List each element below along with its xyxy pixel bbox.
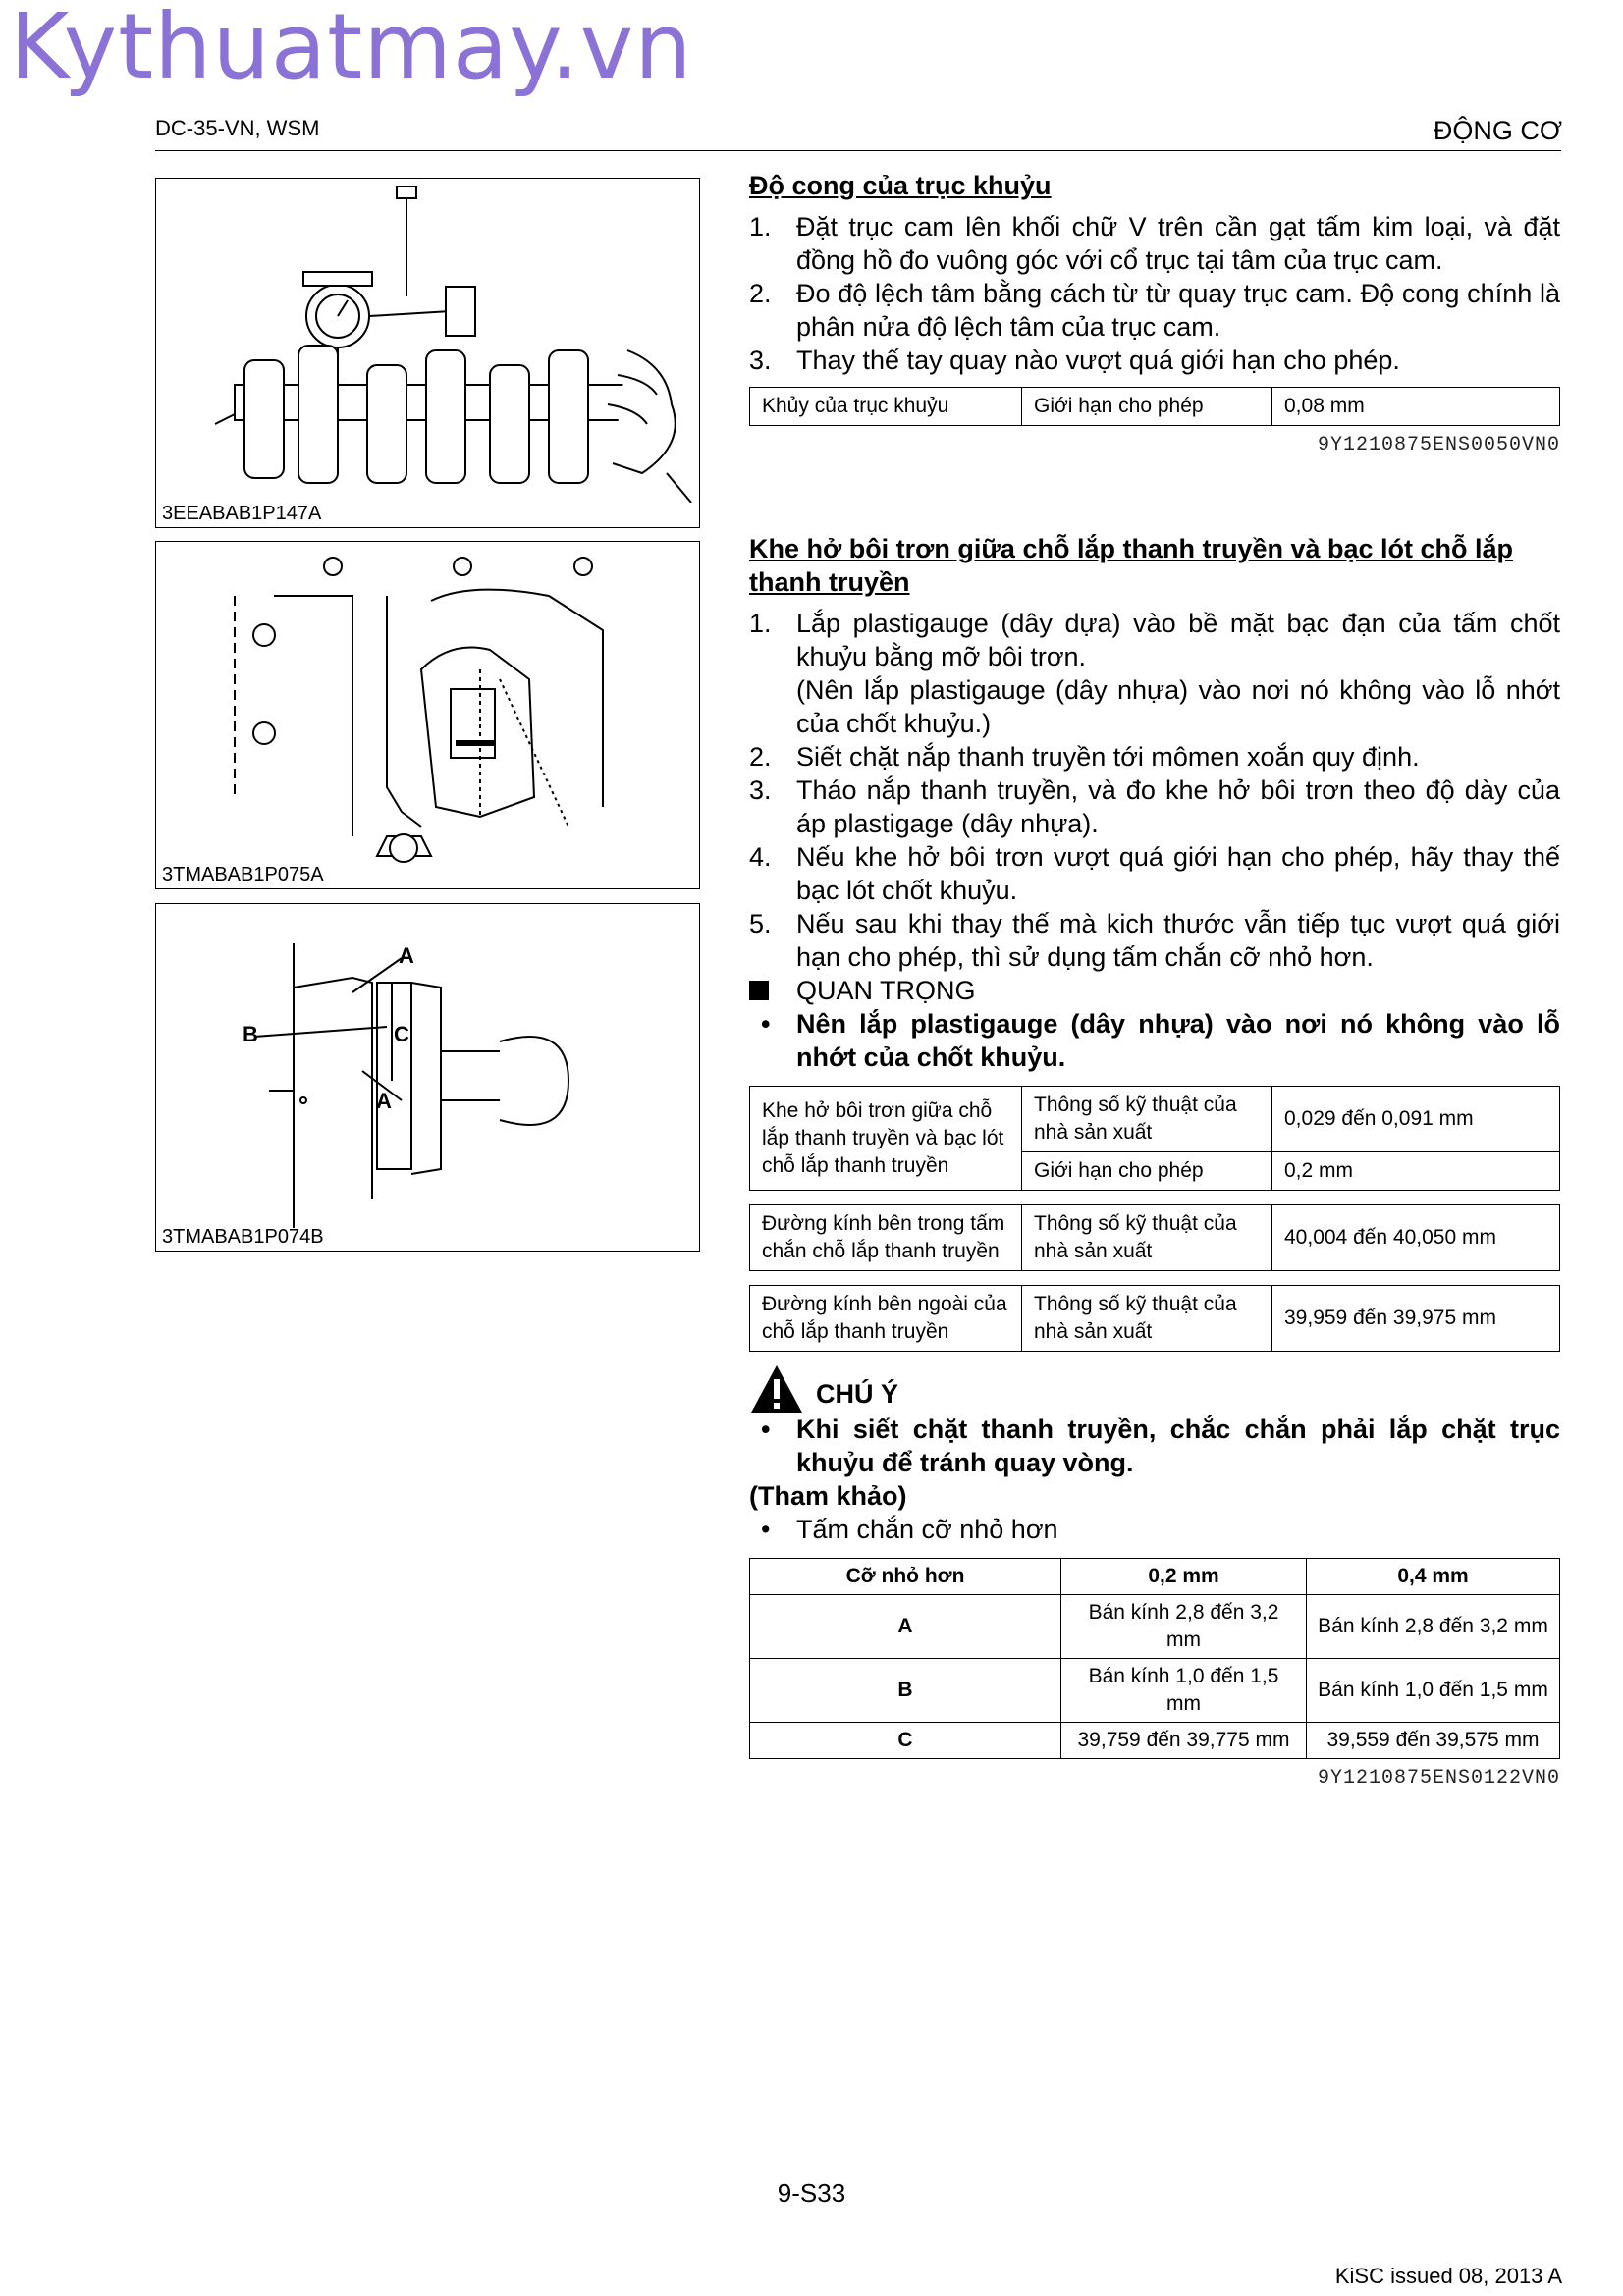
table-row <box>750 1659 1560 1723</box>
spec-table-clearance <box>749 1086 1560 1191</box>
step-item: 5. Nếu sau khi thay thế mà kich thước vẫn tiếp tục vượt quá giới hạn cho phép, thì sử dụng tấm chắn cỡ nhỏ hơn. <box>749 909 1560 972</box>
step-item: 4. Nếu khe hở bôi trơn vượt quá giới hạn cho phép, hãy thay thế bạc lót chốt khuỷu. <box>749 842 1560 905</box>
header-rule <box>155 150 1561 151</box>
caution-heading: CHÚ Ý <box>749 1363 1560 1413</box>
spec-type: Giới hạn cho phép <box>1022 1152 1272 1191</box>
table-cell: Bán kính 1,0 đến 1,5 mm <box>1061 1659 1307 1723</box>
reference-item: • Tấm chắn cỡ nhỏ hơn <box>761 1515 1058 1544</box>
page-number: 9-S33 <box>777 2178 846 2208</box>
section-title: Độ cong của trục khuỷu <box>749 171 1052 200</box>
section-title: Khe hở bôi trơn giữa chỗ lắp thanh truyền và bạc lót chỗ lắp thanh truyền <box>749 534 1514 597</box>
spec-table-inner-diameter <box>749 1204 1560 1271</box>
step-item: 3. Thay thế tay quay nào vượt quá giới hạn cho phép. <box>749 346 1400 375</box>
steps-list <box>749 607 1560 974</box>
spec-type: Thông số kỹ thuật của nhà sản xuất <box>1022 1087 1272 1152</box>
figure-caption: 3EEABAB1P147A <box>162 503 322 524</box>
table-cell: C <box>750 1723 1061 1759</box>
table-cell: 39,559 đến 39,575 mm <box>1307 1723 1560 1759</box>
step-item: 2. Siết chặt nắp thanh truyền tới mômen xoắn quy định. <box>749 742 1420 772</box>
table-cell: Bán kính 2,8 đến 3,2 mm <box>1061 1595 1307 1659</box>
spec-table-outer-diameter <box>749 1285 1560 1352</box>
spec-item: Khe hở bôi trơn giữa chỗ lắp thanh truyền và bạc lót chỗ lắp thanh truyền <box>750 1087 1022 1191</box>
figure-undersize-bearing <box>155 903 700 1252</box>
warning-triangle-icon <box>749 1363 804 1415</box>
table-cell: 39,759 đến 39,775 mm <box>1061 1723 1307 1759</box>
bullet-icon: • <box>761 1515 771 1544</box>
spec-type: Thông số kỹ thuật của nhà sản xuất <box>1022 1205 1272 1271</box>
spec-value: 40,004 đến 40,050 mm <box>1272 1205 1560 1271</box>
section-crankshaft-bend <box>749 169 1560 456</box>
table-cell: A <box>750 1595 1061 1659</box>
important-note: • Nên lắp plastigauge (dây nhựa) vào nơi nó không vào lỗ nhớt của chốt khuỷu. <box>761 1009 1560 1072</box>
table-header: Cỡ nhỏ hơn <box>750 1559 1061 1595</box>
label-b: B <box>243 1022 258 1046</box>
spec-item: Đường kính bên trong tấm chắn chỗ lắp thanh truyền <box>750 1205 1022 1271</box>
spec-value: 39,959 đến 39,975 mm <box>1272 1286 1560 1352</box>
label-a-top: A <box>399 943 414 968</box>
square-bullet-icon <box>749 981 769 1000</box>
figure-crankshaft-bend <box>155 178 700 528</box>
section-oil-clearance <box>749 532 1560 1789</box>
issue-info: KiSC issued 08, 2013 A <box>1334 2264 1562 2288</box>
spec-type: Thông số kỹ thuật của nhà sản xuất <box>1022 1286 1272 1352</box>
spec-value: 0,029 đến 0,091 mm <box>1272 1087 1560 1152</box>
header-section: ĐỘNG CƠ <box>1433 116 1562 145</box>
undersize-table <box>749 1558 1560 1759</box>
label-a-bottom: A <box>376 1089 392 1113</box>
spec-table-bend <box>749 387 1560 426</box>
figure-caption: 3TMABAB1P075A <box>162 864 324 885</box>
table-row <box>750 1723 1560 1759</box>
table-row <box>750 1595 1560 1659</box>
steps-list <box>749 210 1560 377</box>
table-cell: Bán kính 1,0 đến 1,5 mm <box>1307 1659 1560 1723</box>
spec-item: Đường kính bên ngoài của chỗ lắp thanh truyền <box>750 1286 1022 1352</box>
reference-label: (Tham khảo) <box>749 1481 907 1511</box>
doc-code: 9Y1210875ENS0122VN0 <box>1317 1767 1560 1789</box>
step-item: 1. Lắp plastigauge (dây dựa) vào bề mặt bạc đạn của tấm chốt khuỷu bằng mỡ bôi trơn. (Nên lắp plastigauge (dây nhựa) vào nơi nó không vào lỗ nhớt của chốt khuỷu.) <box>749 609 1560 738</box>
spec-value: 0,08 mm <box>1272 388 1560 426</box>
crankpin-undersize-illustration <box>156 904 699 1228</box>
table-cell: Bán kính 2,8 đến 3,2 mm <box>1307 1595 1560 1659</box>
crankshaft-dial-gauge-illustration <box>156 179 699 503</box>
table-header: 0,2 mm <box>1061 1559 1307 1595</box>
doc-code: 9Y1210875ENS0050VN0 <box>1317 434 1560 456</box>
step-item: 2. Đo độ lệch tâm bằng cách từ từ quay trục cam. Độ cong chính là phân nửa độ lệch tâm của trục cam. <box>749 279 1560 342</box>
step-item: 3. Tháo nắp thanh truyền, và đo khe hở bôi trơn theo độ dày của áp plastigage (dây nhựa). <box>749 775 1560 838</box>
caution-note: • Khi siết chặt thanh truyền, chắc chắn phải lắp chặt trục khuỷu để tránh quay vòng. <box>761 1415 1560 1477</box>
bullet-icon: • <box>761 1009 771 1039</box>
table-cell: B <box>750 1659 1061 1723</box>
label-c: C <box>394 1022 409 1046</box>
spec-value: 0,2 mm <box>1272 1152 1560 1191</box>
step-item: 1. Đặt trục cam lên khối chữ V trên cần gạt tấm kim loại, và đặt đồng hồ đo vuông góc với cổ trục tại tâm của trục cam. <box>749 212 1560 275</box>
spec-item: Khủy của trục khuỷu <box>750 388 1022 426</box>
spec-type: Giới hạn cho phép <box>1022 388 1272 426</box>
important-heading: QUAN TRỌNG <box>749 974 1560 1007</box>
header-doc-code: DC-35-VN, WSM <box>155 116 320 140</box>
watermark: Kythuatmay.vn <box>10 0 693 99</box>
table-header: 0,4 mm <box>1307 1559 1560 1595</box>
bullet-icon: • <box>761 1415 771 1444</box>
figure-plastigauge <box>155 541 700 889</box>
connecting-rod-plastigauge-illustration <box>156 542 699 866</box>
step-note: (Nên lắp plastigauge (dây nhựa) vào nơi nó không vào lỗ nhớt của chốt khuỷu.) <box>796 675 1560 738</box>
figure-caption: 3TMABAB1P074B <box>162 1226 324 1248</box>
